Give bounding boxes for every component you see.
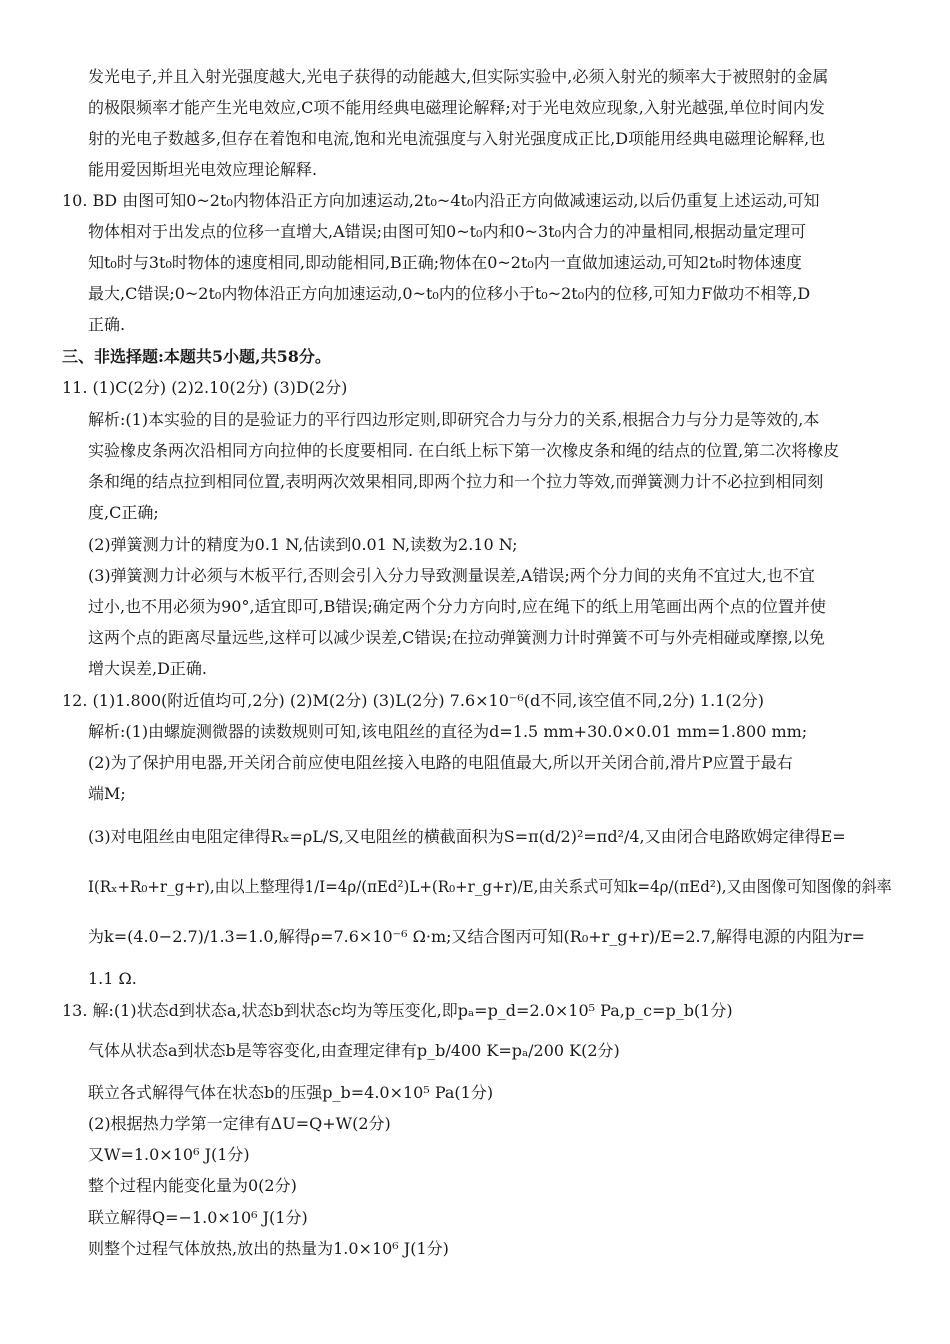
text-line: (3)弹簧测力计必须与木板平行,否则会引入分力导致测量误差,A错误;两个分力间的夹角不宜过大,也不宜 [88, 566, 815, 585]
answer-13-line: 13. 解:(1)状态d到状态a,状态b到状态c均为等压变化,即pₐ=p_d=2.0×10⁵ Pa,p_c=p_b(1分) [62, 1001, 733, 1020]
text-line: 的极限频率才能产生光电效应,C项不能用经典电磁理论解释;对于光电效应现象,入射光越强,单位时间内发 [88, 98, 825, 117]
text-line: 则整个过程气体放热,放出的热量为1.0×10⁶ J(1分) [88, 1239, 449, 1258]
text-line: 正确. [88, 315, 126, 334]
text-line: 联立各式解得气体在状态b的压强p_b=4.0×10⁵ Pa(1分) [88, 1083, 494, 1102]
text-line: 最大,C错误;0~2t₀内物体沿正方向加速运动,0~t₀内的位移小于t₀~2t₀内的位移,可知力F做功不相等,D [88, 284, 811, 303]
formula-line: 气体从状态a到状态b是等容变化,由查理定律有p_b/400 K=pₐ/200 K(2分) [88, 1041, 620, 1060]
text-line: 增大误差,D正确. [88, 659, 208, 678]
text-line: 解析:(1)本实验的目的是验证力的平行四边形定则,即研究合力与分力的关系,根据合力与分力是等效的,本 [88, 410, 820, 429]
text-line: (2)弹簧测力计的精度为0.1 N,估读到0.01 N,读数为2.10 N; [88, 535, 518, 554]
text-line: 条和绳的结点拉到相同位置,表明两次效果相同,即两个拉力和一个拉力等效,而弹簧测力计不必拉到相同刻 [88, 472, 824, 491]
formula-line: I(Rₓ+R₀+r_g+r),由以上整理得1/I=4ρ/(πEd²)L+(R₀+r_g+r)/E,由关系式可知k=4ρ/(πEd²),又由图像可知图像的斜率 [88, 877, 892, 896]
text-line: 实验橡皮条两次沿相同方向拉伸的长度要相同. 在白纸上标下第一次橡皮条和绳的结点的位置,第二次将橡皮 [88, 441, 840, 460]
section-heading: 三、非选择题:本题共5小题,共58分。 [62, 347, 331, 366]
formula-line: 为k=(4.0−2.7)/1.3=1.0,解得ρ=7.6×10⁻⁶ Ω·m;又结合图丙可知(R₀+r_g+r)/E=2.7,解得电源的内阻为r= [88, 927, 865, 946]
answer-12-line: 12. (1)1.800(附近值均可,2分) (2)M(2分) (3)L(2分) 7.6×10⁻⁶(d不同,该空值不同,2分) 1.1(2分) [62, 691, 765, 710]
text-line: (2)根据热力学第一定律有ΔU=Q+W(2分) [88, 1114, 391, 1133]
text-line: 联立解得Q=−1.0×10⁶ J(1分) [88, 1208, 308, 1227]
formula-line: (3)对电阻丝由电阻定律得Rₓ=ρL/S,又电阻丝的横截面积为S=π(d/2)²=πd²/4,又由闭合电路欧姆定律得E= [88, 827, 846, 846]
text-line: 又W=1.0×10⁶ J(1分) [88, 1145, 250, 1164]
text-line: 度,C正确; [88, 503, 159, 522]
text-line: 解析:(1)由螺旋测微器的读数规则可知,该电阻丝的直径为d=1.5 mm+30.0×0.01 mm=1.800 mm; [88, 722, 808, 741]
text-line: 射的光电子数越多,但存在着饱和电流,饱和光电流强度与入射光强度成正比,D项能用经典电磁理论解释,也 [88, 129, 826, 148]
answer-11-line: 11. (1)C(2分) (2)2.10(2分) (3)D(2分) [62, 378, 348, 397]
answer-10-line: 10. BD 由图可知0~2t₀内物体沿正方向加速运动,2t₀~4t₀内沿正方向做减速运动,以后仍重复上述运动,可知 [62, 191, 820, 210]
text-line: 整个过程内能变化量为0(2分) [88, 1176, 297, 1195]
text-line: 物体相对于出发点的位移一直增大,A错误;由图可知0~t₀内和0~3t₀内合力的冲量相同,根据动量定理可 [88, 222, 807, 241]
text-line: 知t₀时与3t₀时物体的速度相同,即动能相同,B正确;物体在0~2t₀内一直做加速运动,可知2t₀时物体速度 [88, 253, 802, 272]
text-line: 能用爱因斯坦光电效应理论解释. [88, 160, 318, 179]
text-line: (2)为了保护用电器,开关闭合前应使电阻丝接入电路的电阻值最大,所以开关闭合前,滑片P应置于最右 [88, 753, 793, 772]
text-line: 这两个点的距离尽量远些,这样可以减少误差,C错误;在拉动弹簧测力计时弹簧不可与外壳相碰或摩擦,以免 [88, 628, 825, 647]
text-line: 过小,也不用必须为90°,适宜即可,B错误;确定两个分力方向时,应在绳下的纸上用笔画出两个点的位置并使 [88, 597, 826, 616]
text-line: 端M; [88, 784, 126, 803]
text-line: 1.1 Ω. [88, 969, 137, 988]
text-line: 发光电子,并且入射光强度越大,光电子获得的动能越大,但实际实验中,必须入射光的频率大于被照射的金属 [88, 67, 829, 86]
